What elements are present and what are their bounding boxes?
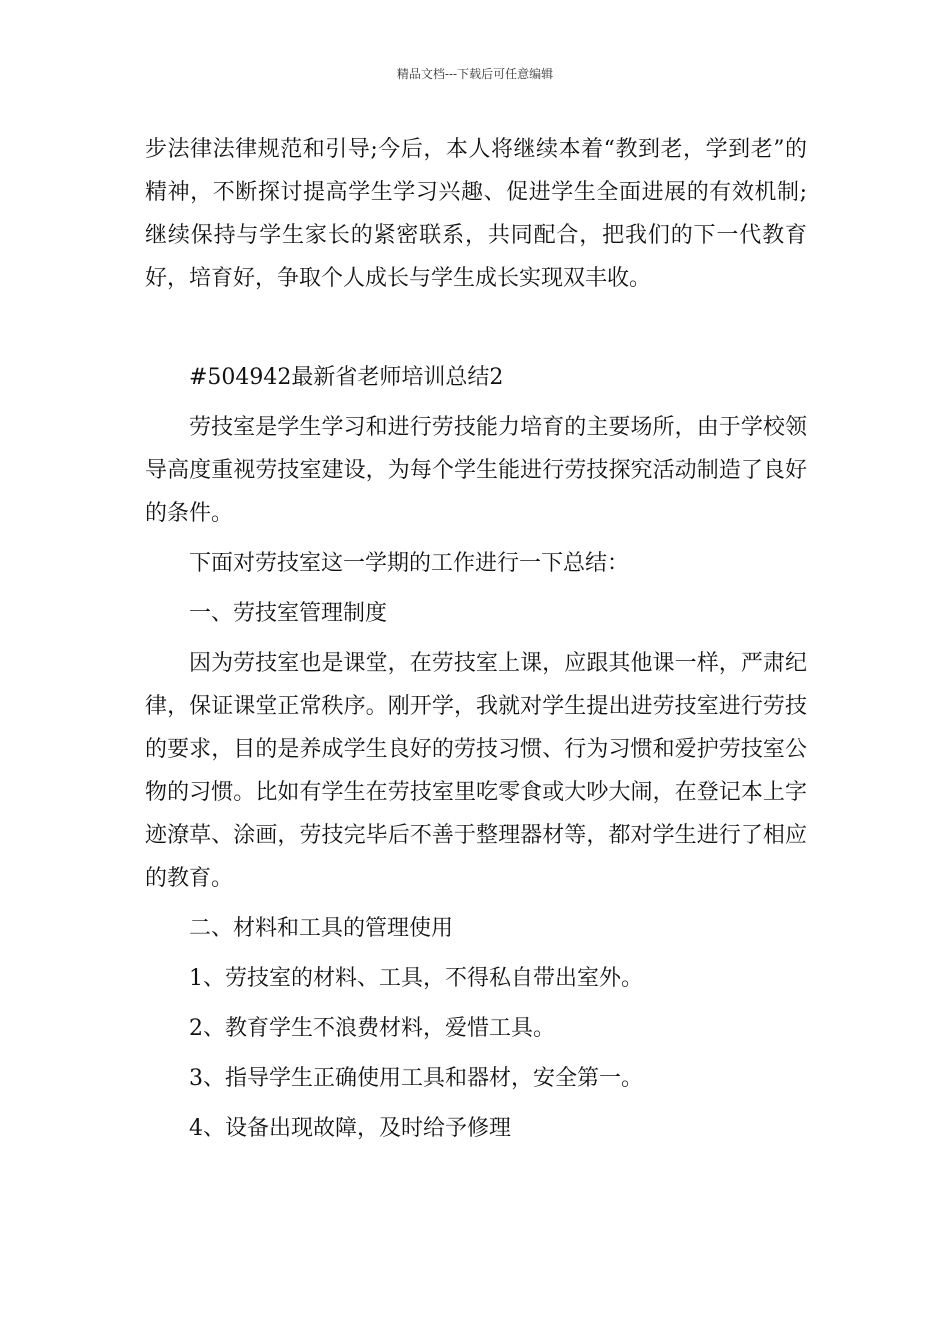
list-item-2: 2、教育学生不浪费材料，爱惜工具。: [189, 1016, 555, 1041]
paragraph-management-detail: 因为劳技室也是课堂，在劳技室上课，应跟其他课一样，严肃纪律，保证课堂正常秩序。刚开学，我就对学生提出进劳技室进行劳技的要求，目的是养成学生良好的劳技习惯、行为习惯和爱护劳技室公物的习惯。比如有学生在劳技室里吃零食或大吵大闹，在登记本上字迹潦草、涂画，劳技完毕后不善于整理器材等，都对学生进行了相应的教育。: [145, 651, 807, 891]
document-body: [145, 128, 807, 1150]
heading-materials-tools: 二、材料和工具的管理使用: [189, 916, 454, 941]
paragraph-continuation: 步法律法律规范和引导;今后，本人将继续本着“教到老，学到老”的精神，不断探讨提高学生学习兴趣、促进学生全面进展的有效机制;继续保持与学生家长的紧密联系，共同配合，把我们的下一代教育好，培育好，争取个人成长与学生成长实现双丰收。: [145, 137, 807, 291]
section-title: #504942最新省老师培训总结2: [189, 365, 504, 390]
heading-management-system: 一、劳技室管理制度: [189, 601, 388, 626]
list-item-1: 1、劳技室的材料、工具，不得私自带出室外。: [189, 966, 643, 991]
paragraph-summary-lead: 下面对劳技室这一学期的工作进行一下总结：: [189, 551, 630, 576]
list-item-3: 3、指导学生正确使用工具和器材，安全第一。: [189, 1066, 643, 1091]
paragraph-intro: 劳技室是学生学习和进行劳技能力培育的主要场所，由于学校领导高度重视劳技室建设，为每个学生能进行劳技探究活动制造了良好的条件。: [145, 415, 807, 526]
list-item-4: 4、设备出现故障，及时给予修理: [189, 1116, 511, 1141]
page-header: 精品文档---下载后可任意编辑: [396, 67, 554, 81]
